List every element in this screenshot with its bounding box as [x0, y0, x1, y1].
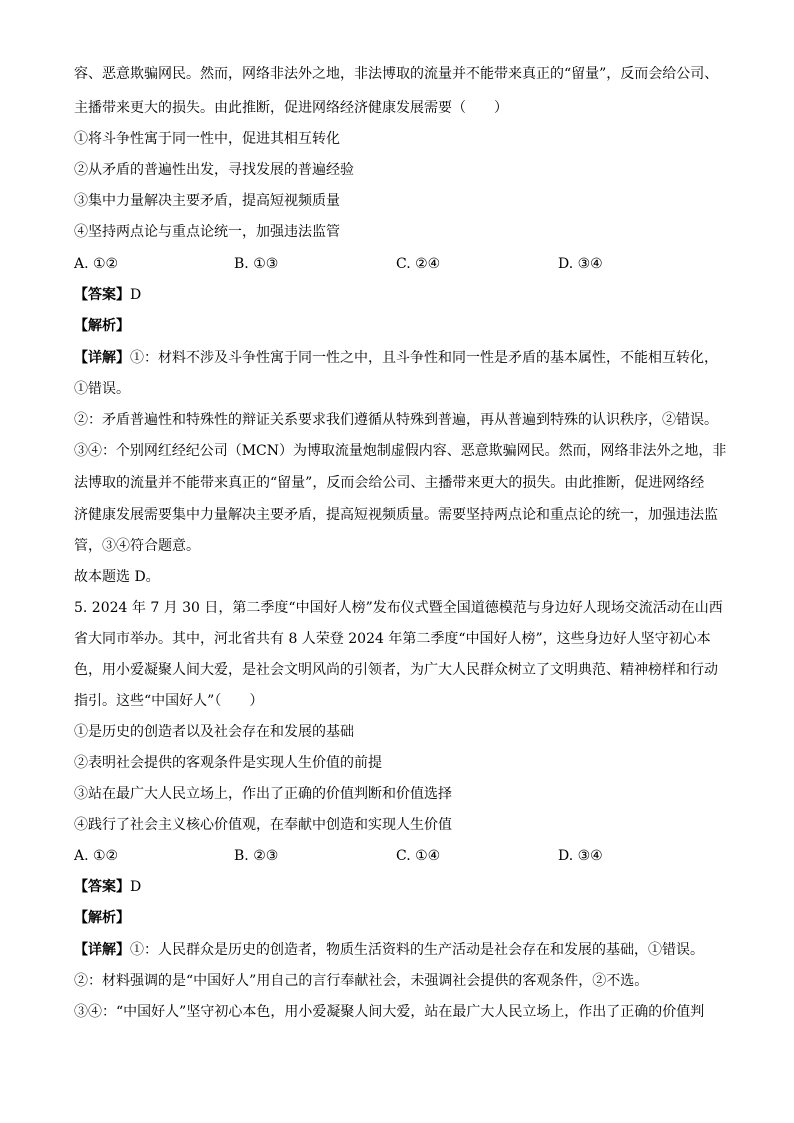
q4-detail-line-5: 法博取的流量并不能带来真正的“留量”，反而会给公司、主播带来更大的损失。由此推断，促进网络经	[74, 475, 705, 491]
q4-detail-line-2: ①错误。	[74, 381, 130, 397]
q4-detail-line-4: ③④：个别网红经纪公司（MCN）为博取流量炮制虚假内容、恶意欺骗网民。然而，网络非法外之地，非	[74, 443, 727, 459]
q4-statement-4: ④坚持两点论与重点论统一，加强违法监管	[74, 224, 340, 240]
analysis-label: 【解析】	[74, 910, 130, 926]
q4-conclusion: 故本题选 D。	[74, 569, 160, 585]
answer-value: D	[130, 879, 142, 895]
q5-statement-4: ④践行了社会主义核心价值观，在奉献中创造和实现人生价值	[74, 817, 452, 833]
q5-statement-1: ①是历史的创造者以及社会存在和发展的基础	[74, 724, 354, 740]
detail-label: 【详解】	[74, 942, 130, 958]
q5-stem-line-2: 省大同市举办。其中，河北省共有 8 人荣登 2024 年第二季度“中国好人榜”，这些身边好人坚守初心本	[74, 631, 711, 647]
q4-detail-line-3: ②：矛盾普遍性和特殊性的辩证关系要求我们遵循从特殊到普遍，再从普遍到特殊的认识秩序，②错误。	[74, 412, 718, 428]
answer-label: 【答案】	[74, 879, 130, 895]
q4-answer	[74, 283, 726, 307]
q5-option-d: D. ③④	[558, 848, 603, 864]
q4-option-c: C. ②④	[396, 256, 441, 272]
q4-option-b: B. ①③	[234, 256, 279, 272]
q5-stem-line-3: 色，用小爱凝聚人间大爱，是社会文明风尚的引领者，为广大人民群众树立了文明典范、精神榜样和行动	[74, 662, 718, 678]
q5-answer	[74, 875, 726, 899]
q5-statement-3: ③站在最广大人民立场上，作出了正确的价值判断和价值选择	[74, 786, 452, 802]
q4-detail-line-7: 管，③④符合题意。	[74, 538, 200, 554]
detail-text: ①：人民群众是历史的创造者，物质生活资料的生产活动是社会存在和发展的基础，①错误。	[130, 942, 704, 958]
q4-option-d: D. ③④	[558, 256, 603, 272]
q5-detail-line-3: ③④：“中国好人”坚守初心本色，用小爱凝聚人间大爱，站在最广大人民立场上，作出了正确的价值判	[74, 1004, 705, 1020]
q5-options	[74, 844, 726, 868]
q5-stem-line-4: 指引。这些“中国好人”（ ）	[74, 693, 264, 709]
q4-detail-line-6: 济健康发展需要集中力量解决主要矛盾，提高短视频质量。需要坚持两点论和重点论的统一，加强违法监	[74, 507, 718, 523]
analysis-label: 【解析】	[74, 318, 130, 334]
detail-label: 【详解】	[74, 350, 130, 366]
q5-detail-line-1	[74, 938, 726, 962]
answer-label: 【答案】	[74, 287, 130, 303]
detail-text: ①：材料不涉及斗争性寓于同一性之中，且斗争性和同一性是矛盾的基本属性，不能相互转化，	[130, 350, 718, 366]
q4-detail-line-1	[74, 346, 726, 370]
q4-stem-line-2: 主播带来更大的损失。由此推断，促进网络经济健康发展需要（ ）	[74, 100, 508, 116]
q5-statement-2: ②表明社会提供的客观条件是实现人生价值的前提	[74, 755, 382, 771]
q4-statement-1: ①将斗争性寓于同一性中，促进其相互转化	[74, 131, 340, 147]
q5-analysis-heading	[74, 906, 726, 930]
q5-detail-line-2: ②：材料强调的是“中国好人”用自己的言行奉献社会，未强调社会提供的客观条件，②不选。	[74, 973, 649, 989]
answer-value: D	[130, 287, 142, 303]
q5-stem-line-1: 5. 2024 年 7 月 30 日，第二季度“中国好人榜”发布仪式暨全国道德模范与身边好人现场交流活动在山西	[74, 600, 723, 616]
q5-option-c: C. ①④	[396, 848, 441, 864]
q4-option-a: A. ①②	[74, 256, 119, 272]
q4-stem-line-1: 容、恶意欺骗网民。然而，网络非法外之地，非法博取的流量并不能带来真正的“留量”，反而会给公司、	[74, 66, 719, 82]
q5-option-b: B. ②③	[234, 848, 279, 864]
q4-analysis-heading	[74, 314, 726, 338]
q4-options	[74, 252, 726, 276]
q5-option-a: A. ①②	[74, 848, 119, 864]
q4-statement-2: ②从矛盾的普遍性出发，寻找发展的普遍经验	[74, 162, 354, 178]
q4-statement-3: ③集中力量解决主要矛盾，提高短视频质量	[74, 193, 340, 209]
